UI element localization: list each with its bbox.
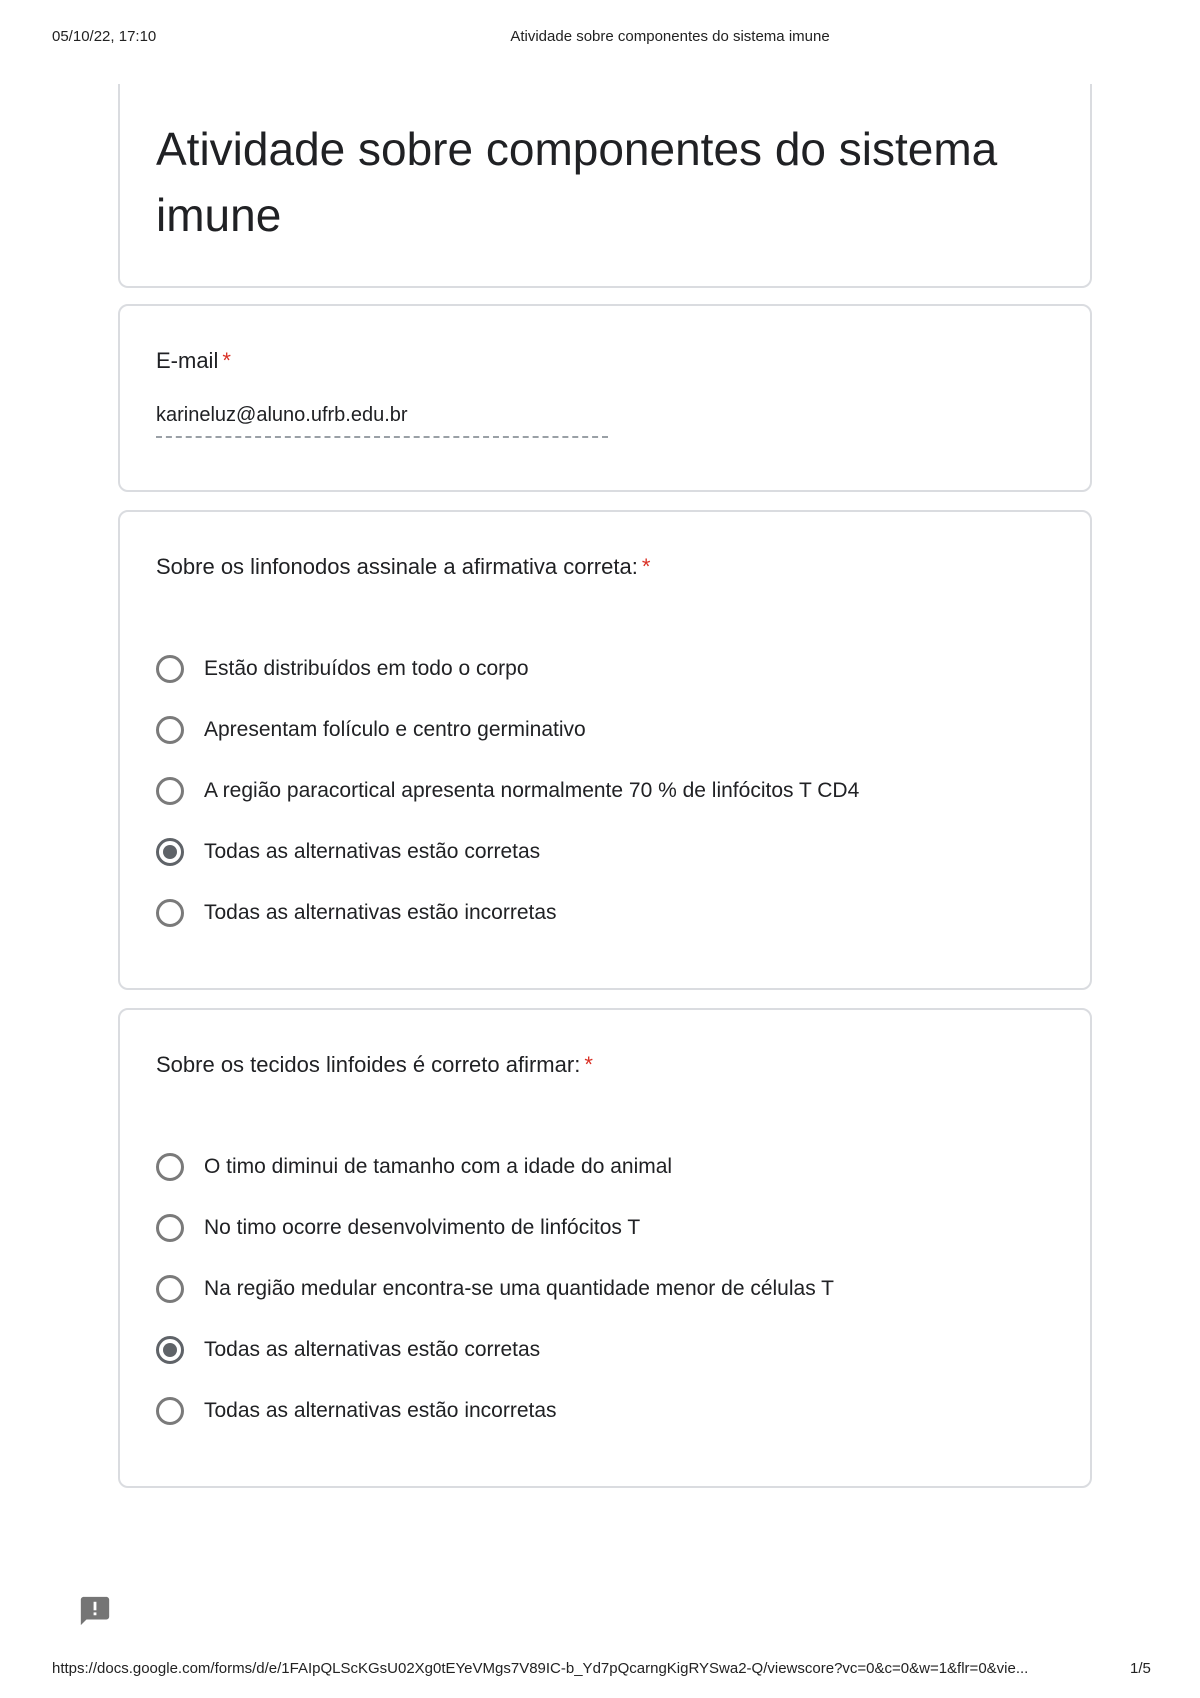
radio-button[interactable] xyxy=(156,1397,184,1425)
question-label xyxy=(156,1052,593,1078)
email-card xyxy=(118,304,1092,492)
radio-option[interactable] xyxy=(156,882,1056,943)
email-label-text: E-mail xyxy=(156,348,219,373)
feedback-icon[interactable] xyxy=(78,1594,112,1628)
question-card-1 xyxy=(118,510,1092,990)
required-asterisk: * xyxy=(584,1052,593,1077)
option-label: Todas as alternativas estão corretas xyxy=(204,839,541,863)
radio-option[interactable] xyxy=(156,1258,1056,1319)
option-label: Estão distribuídos em todo o corpo xyxy=(204,656,529,680)
radio-button[interactable] xyxy=(156,1153,184,1181)
form-title: Atividade sobre componentes do sistema imune xyxy=(156,123,998,241)
required-asterisk: * xyxy=(222,348,231,373)
radio-button[interactable] xyxy=(156,777,184,805)
radio-option[interactable] xyxy=(156,821,1056,882)
option-label: Apresentam folículo e centro germinativo xyxy=(204,717,586,741)
radio-option[interactable] xyxy=(156,760,1056,821)
radio-button[interactable] xyxy=(156,899,184,927)
required-asterisk: * xyxy=(641,554,651,579)
page-url: https://docs.google.com/forms/d/e/1FAIpQLScKGsU02Xg0tEYeVMgs7V89IC-b_Yd7pQcarngKigRYSwa2-Q/viewscore?vc=0&c=0&w=1&flr=0&vie... xyxy=(52,1660,1029,1677)
radio-option[interactable] xyxy=(156,1319,1056,1380)
email-label xyxy=(156,348,231,374)
radio-button[interactable] xyxy=(156,655,184,683)
question-text: Sobre os tecidos linfoides é correto afirmar: xyxy=(156,1052,581,1077)
radio-option[interactable] xyxy=(156,638,1056,699)
print-datetime: 05/10/22, 17:10 xyxy=(52,28,157,45)
radio-option[interactable] xyxy=(156,699,1056,760)
radio-option[interactable] xyxy=(156,1380,1056,1441)
question-label xyxy=(156,554,650,580)
question-card-2 xyxy=(118,1008,1092,1488)
option-label: A região paracortical apresenta normalmente 70 % de linfócitos T CD4 xyxy=(204,778,860,802)
question-text: Sobre os linfonodos assinale a afirmativa correta: xyxy=(156,554,638,579)
option-label: Todas as alternativas estão incorretas xyxy=(204,1398,557,1422)
options-list xyxy=(156,638,1056,943)
email-field[interactable]: karineluz@aluno.ufrb.edu.br xyxy=(156,404,408,426)
form-title-card xyxy=(118,84,1092,288)
option-label: Todas as alternativas estão corretas xyxy=(204,1337,541,1361)
email-field-underline xyxy=(156,436,608,438)
option-label: No timo ocorre desenvolvimento de linfócitos T xyxy=(204,1215,641,1239)
radio-button[interactable] xyxy=(156,716,184,744)
radio-button[interactable] xyxy=(156,1214,184,1242)
print-header xyxy=(0,28,1200,52)
radio-option[interactable] xyxy=(156,1197,1056,1258)
radio-button[interactable] xyxy=(156,838,184,866)
option-label: O timo diminui de tamanho com a idade do animal xyxy=(204,1154,673,1178)
radio-option[interactable] xyxy=(156,1136,1056,1197)
option-label: Todas as alternativas estão incorretas xyxy=(204,900,557,924)
radio-button[interactable] xyxy=(156,1275,184,1303)
print-title: Atividade sobre componentes do sistema imune xyxy=(510,28,830,45)
option-label: Na região medular encontra-se uma quantidade menor de células T xyxy=(204,1276,834,1300)
options-list xyxy=(156,1136,1056,1441)
page-number: 1/5 xyxy=(1130,1660,1151,1677)
radio-button[interactable] xyxy=(156,1336,184,1364)
